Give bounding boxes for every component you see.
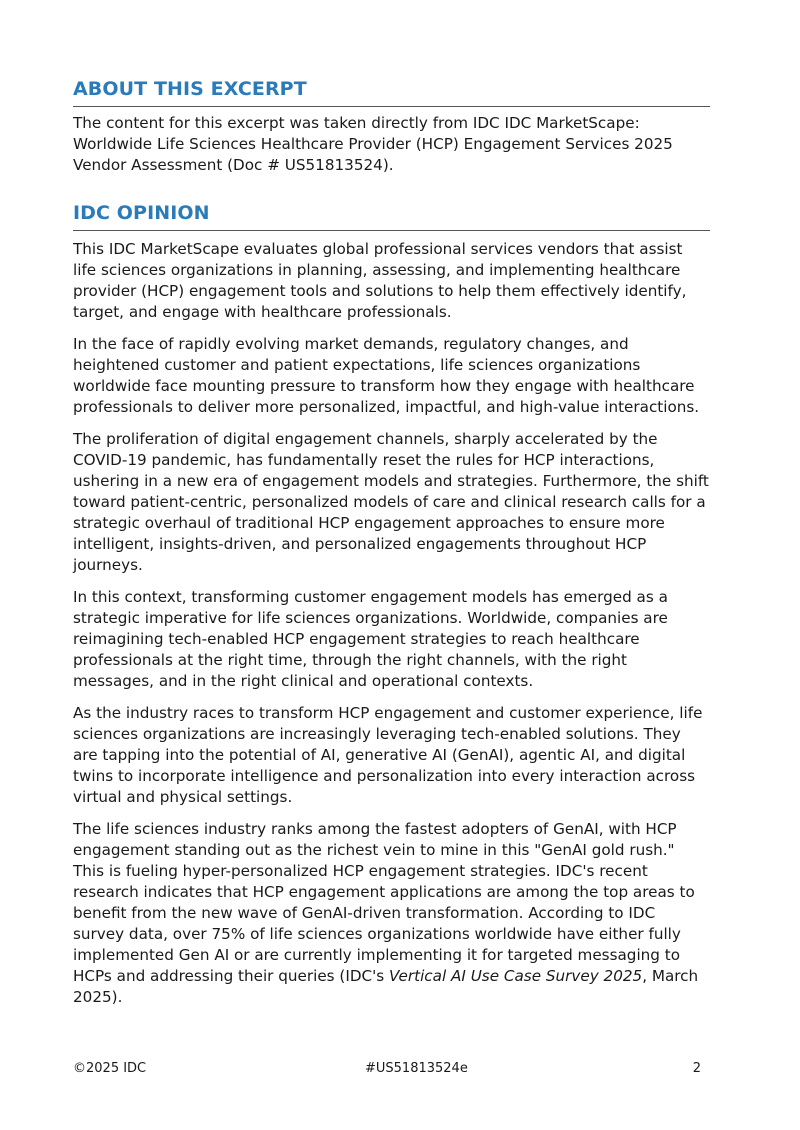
footer-page-number: 2	[692, 1061, 701, 1076]
section-heading-idc-opinion: IDC OPINION	[73, 200, 710, 231]
footer-copyright: ©2025 IDC	[73, 1061, 147, 1076]
paragraph-opinion-1: This IDC MarketScape evaluates global professional services vendors that assist life sciences organizations in planning, assessing, and implementing healthcare provider (HCP) engagement tools and solutions to help them effectively identify, target, and engage with healthcare professionals.	[73, 240, 687, 321]
paragraph-opinion-6-tail: , March 2025).	[73, 967, 699, 1006]
paragraph-opinion-3: The proliferation of digital engagement channels, sharply accelerated by the COVID-19 pandemic, has fundamentally reset the rules for HCP interactions, ushering in a new era of engagement models and strategies. Furthermore, the shift toward patient-centric, personalized models of care and clinical research calls for a strategic overhaul of traditional HCP engagement approaches to ensure more intelligent, insights-driven, and personalized engagements throughout HCP journeys.	[73, 430, 709, 574]
paragraph-opinion-4: In this context, transforming customer engagement models has emerged as a strategic imperative for life sciences organizations. Worldwide, companies are reimagining tech-enabled HCP engagement strategies to reach healthcare professionals at the right time, through the right channels, with the right messages, and in the right clinical and operational contexts.	[73, 588, 668, 690]
paragraph-opinion-2: In the face of rapidly evolving market demands, regulatory changes, and heightened customer and patient expectations, life sciences organizations worldwide face mounting pressure to transform how they engage with healthcare professionals to deliver more personalized, impactful, and high-value interactions.	[73, 335, 700, 416]
document-page	[73, 76, 710, 1008]
paragraph-opinion-5: As the industry races to transform HCP engagement and customer experience, life sciences organizations are increasingly leveraging tech-enabled solutions. They are tapping into the potential of AI, generative AI (GenAI), agentic AI, and digital twins to incorporate intelligence and personalization into every interaction across virtual and physical settings.	[73, 704, 703, 806]
survey-title-italic: Vertical AI Use Case Survey 2025	[389, 967, 643, 985]
section-heading-about-this-excerpt: ABOUT THIS EXCERPT	[73, 76, 710, 107]
paragraph-opinion-6-text: The life sciences industry ranks among the fastest adopters of GenAI, with HCP engagement standing out as the richest vein to mine in this "GenAI gold rush." This is fueling hyper-personalized HCP engagement strategies. IDC's recent research indicates that HCP engagement applications are among the top areas to benefit from the new wave of GenAI-driven transformation. According to IDC survey data, over 75% of life sciences organizations worldwide have either fully implemented Gen AI or are currently implementing it for targeted messaging to HCPs and addressing their queries (IDC's	[73, 820, 695, 985]
footer-doc-number: #US51813524e	[365, 1061, 468, 1076]
paragraph-excerpt-source: The content for this excerpt was taken directly from IDC IDC MarketScape: Worldwide Life Sciences Healthcare Provider (HCP) Engagement Services 2025 Vendor Assessment (Doc # US51813524).	[73, 114, 673, 174]
paragraph-opinion-6	[73, 819, 710, 1008]
